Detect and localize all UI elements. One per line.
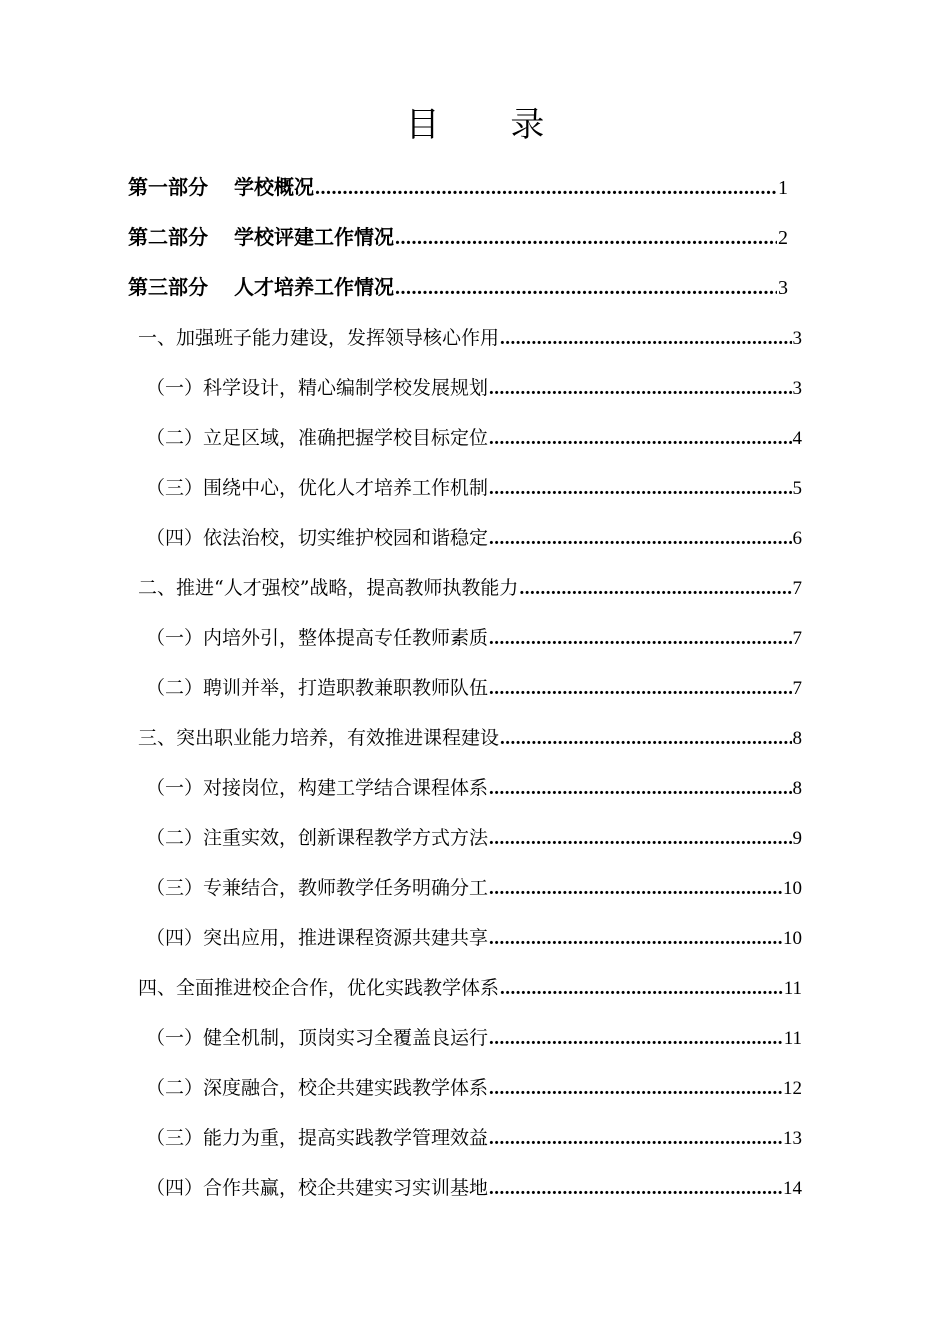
dot-leader (489, 878, 782, 900)
toc-subsection[interactable] (146, 1060, 802, 1100)
toc-section[interactable] (138, 710, 802, 750)
toc-subsection[interactable] (146, 610, 802, 650)
page-number: 6 (792, 528, 802, 549)
page-number: 2 (778, 227, 788, 249)
toc-subsection[interactable] (146, 860, 802, 900)
toc-subsection[interactable] (146, 360, 802, 400)
page-number: 3 (792, 378, 802, 399)
dot-leader (489, 1178, 782, 1200)
page-number: 7 (792, 628, 802, 649)
dot-leader (395, 227, 777, 250)
part-name: 学校概况 (234, 175, 314, 199)
dot-leader (519, 578, 791, 600)
part-name: 人才培养工作情况 (234, 275, 394, 299)
page-number: 4 (792, 428, 802, 449)
part-name: 学校评建工作情况 (234, 225, 394, 249)
page-number: 10 (783, 928, 802, 949)
entry-title: （一）对接岗位，构建工学结合课程体系 (146, 777, 489, 799)
dot-leader (315, 177, 777, 200)
entry-title: 三、突出职业能力培养，有效推进课程建设 (138, 727, 500, 749)
entry-title: （一）健全机制，顶岗实习全覆盖良运行 (146, 1027, 489, 1049)
dot-leader (489, 628, 791, 650)
dot-leader (489, 778, 791, 800)
page-number: 5 (792, 478, 802, 499)
page-number: 3 (778, 277, 788, 299)
page-number: 1 (778, 177, 788, 199)
dot-leader (500, 328, 791, 350)
toc-part-1[interactable] (128, 160, 788, 200)
dot-leader (395, 277, 777, 300)
entry-title: （三）能力为重，提高实践教学管理效益 (146, 1127, 489, 1149)
dot-leader (489, 1028, 783, 1050)
page-number: 8 (792, 778, 802, 799)
page-number: 11 (783, 978, 802, 999)
part-number: 第三部分 (128, 275, 208, 299)
dot-leader (489, 478, 791, 500)
toc-subsection[interactable] (146, 760, 802, 800)
toc-subsection[interactable] (146, 460, 802, 500)
page-number: 7 (792, 578, 802, 599)
part-number: 第二部分 (128, 225, 208, 249)
entry-title: 二、推进“人才强校”战略，提高教师执教能力 (138, 577, 519, 599)
toc-section[interactable] (138, 960, 802, 1000)
toc-subsection[interactable] (146, 660, 802, 700)
toc-section[interactable] (138, 310, 802, 350)
toc-subsection[interactable] (146, 1110, 802, 1150)
page-number: 10 (783, 878, 802, 899)
page-number: 3 (792, 328, 802, 349)
toc-title: 目 录 (405, 105, 575, 145)
toc-subsection[interactable] (146, 510, 802, 550)
page-number: 9 (792, 828, 802, 849)
page-number: 7 (792, 678, 802, 699)
toc-part-3[interactable] (128, 260, 788, 300)
entry-title: （四）突出应用，推进课程资源共建共享 (146, 927, 489, 949)
dot-leader (489, 1128, 782, 1150)
entry-title: （三）围绕中心，优化人才培养工作机制 (146, 477, 489, 499)
part-number: 第一部分 (128, 175, 208, 199)
entry-title: （二）立足区域，准确把握学校目标定位 (146, 427, 489, 449)
page-number: 14 (783, 1178, 802, 1199)
dot-leader (489, 678, 791, 700)
dot-leader (489, 928, 782, 950)
page-number: 11 (783, 1028, 802, 1049)
dot-leader (489, 378, 791, 400)
entry-title: （一）科学设计，精心编制学校发展规划 (146, 377, 489, 399)
dot-leader (489, 528, 791, 550)
page-number: 12 (783, 1078, 802, 1099)
toc-subsection[interactable] (146, 1160, 802, 1200)
entry-title: （二）注重实效，创新课程教学方式方法 (146, 827, 489, 849)
page-number: 8 (792, 728, 802, 749)
toc-subsection[interactable] (146, 810, 802, 850)
entry-title: （四）合作共赢，校企共建实习实训基地 (146, 1177, 489, 1199)
entry-title: 四、全面推进校企合作，优化实践教学体系 (138, 977, 500, 999)
dot-leader (489, 828, 791, 850)
entry-title: 一、加强班子能力建设，发挥领导核心作用 (138, 327, 500, 349)
entry-title: （三）专兼结合，教师教学任务明确分工 (146, 877, 489, 899)
dot-leader (500, 978, 783, 1000)
entry-title: （四）依法治校，切实维护校园和谐稳定 (146, 527, 489, 549)
toc-part-2[interactable] (128, 210, 788, 250)
toc-subsection[interactable] (146, 1010, 802, 1050)
entry-title: （一）内培外引，整体提高专任教师素质 (146, 627, 489, 649)
entry-title: （二）聘训并举，打造职教兼职教师队伍 (146, 677, 489, 699)
entry-title: （二）深度融合，校企共建实践教学体系 (146, 1077, 489, 1099)
toc-subsection[interactable] (146, 910, 802, 950)
dot-leader (489, 1078, 782, 1100)
dot-leader (500, 728, 791, 750)
dot-leader (489, 428, 791, 450)
page-number: 13 (783, 1128, 802, 1149)
toc-section[interactable] (138, 560, 802, 600)
toc-subsection[interactable] (146, 410, 802, 450)
